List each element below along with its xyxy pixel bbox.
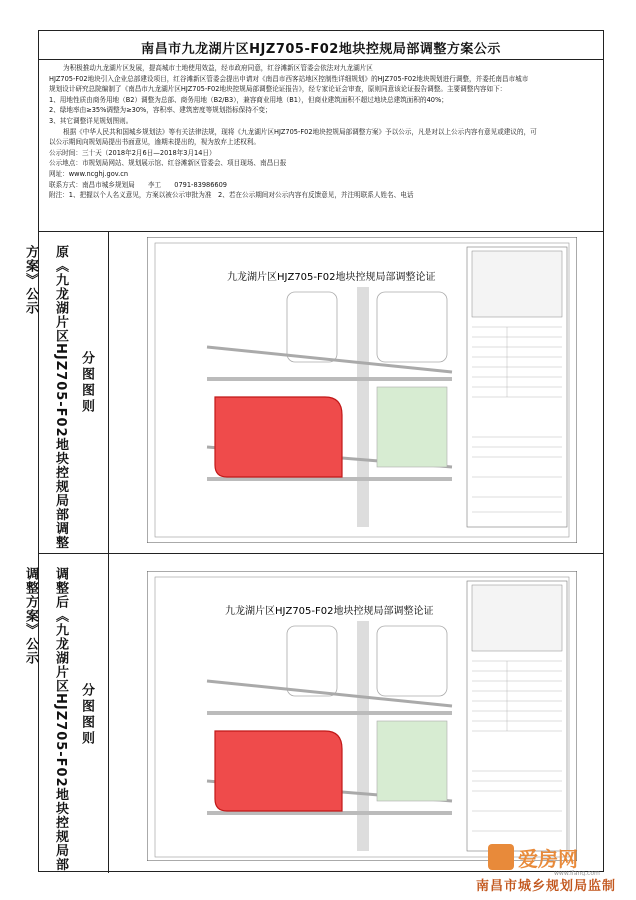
notice-sheet (23, 30, 604, 872)
plot-area (215, 397, 342, 477)
section-sublabel: 分图图则 (79, 683, 94, 747)
paragraph: 附注：1、把握以个人名义意见，方案以被公示审批为准 2、若在公示期间对公示内容有反馈意见，并注明联系人姓名、电话 (49, 191, 414, 200)
paragraph: 公示地点：市规划局网站、规划展示馆、红谷滩新区管委会、项目现场、南昌日报 (49, 159, 287, 168)
map-title: 九龙湖片区HJZ705-F02地块控规局部调整论证 (227, 272, 436, 283)
map-original (147, 237, 577, 543)
paragraph: 公示时间：三十天（2018年2月6日—2018年3月14日） (49, 148, 216, 157)
section-sublabel: 分图图则 (79, 351, 94, 415)
section-title: 调整后《九龙湖片区HJZ705-F02地块控规局部调整方案》公示 (23, 567, 68, 872)
map-title: 九龙湖片区HJZ705-F02地块控规局部调整论证 (225, 606, 434, 617)
watermark-logo (488, 840, 608, 876)
paragraph: 联系方式：南昌市城乡规划局 李工 0791-83986609 (49, 180, 228, 189)
section-adjusted-label (23, 553, 109, 873)
paragraph: 以公示期间向规划局提出书面意见，逾期未提出的，视为放弃上述权利。 (49, 138, 260, 147)
notice-body (49, 63, 595, 201)
paragraph: 根据《中华人民共和国城乡规划法》等有关法律法规，现将《九龙湖片区HJZ705-F02地块控规局部调整方案》予以公示，凡是对以上公示内容有意见或建议的，可 (63, 127, 537, 136)
divider (39, 231, 603, 232)
paragraph: 2、绿地率由≥35%调整为≥30%，容积率、建筑密度等规划指标保持不变； (49, 106, 272, 115)
paragraph: HJZ705-F02地块引入企业总部建设项目，红谷滩新区管委会提出申请对《南昌市西客站地区控制性详细规划》的HJZ705-F02地块规划进行调整，并委托南昌市城市 (49, 74, 529, 83)
plot-area (215, 731, 342, 811)
paragraph: 为积极推动九龙湖片区发展，提高城市土地使用效益，经市政府同意，红谷滩新区管委会依法对九龙湖片区 (63, 64, 373, 72)
divider (39, 59, 603, 60)
map-adjusted (147, 571, 577, 861)
logo-text: 爱房网 (518, 847, 578, 871)
logo-url: www.ifang.com (554, 870, 600, 876)
section-title: 原《九龙湖片区HJZ705-F02地块控规局部调整方案》公示 (23, 245, 68, 550)
paragraph: 3、其它调整详见规划图则。 (49, 116, 133, 125)
page-title: 南昌市九龙湖片区HJZ705-F02地块控规局部调整方案公示 (141, 42, 501, 57)
divider (39, 553, 603, 554)
paragraph: 1、用地性质由商务用地（B2）调整为总部、商务用地（B2/B3），兼容商业用地（B1），但商业建筑面积不超过地块总建筑面积的40%； (49, 95, 448, 104)
paragraph: 网址：www.ncghj.gov.cn (49, 169, 129, 178)
footer-stamp: 南昌市城乡规划局监制 (475, 879, 616, 894)
paragraph: 规划设计研究总院编制了《南昌市九龙湖片区HJZ705-F02地块控规局部调整论证报告》，经专家论证会审查，原则同意该论证报告调整。主要调整内容如下： (49, 85, 507, 94)
section-original-label (23, 231, 109, 553)
